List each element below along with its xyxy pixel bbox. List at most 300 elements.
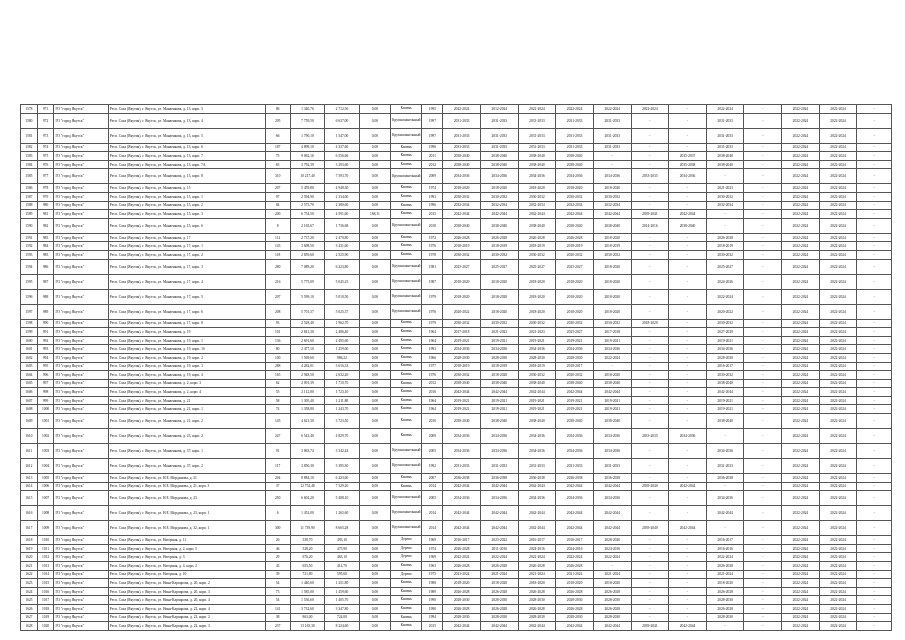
table-cell-p11: 2022-2024 bbox=[819, 274, 857, 289]
table-cell-area: 43 bbox=[265, 562, 290, 571]
table-cell-p4: 2042-2044 bbox=[556, 521, 594, 536]
table-cell-owner: ГО "город Якутск" bbox=[54, 506, 108, 521]
table-cell-owner: ГО "город Якутск" bbox=[54, 201, 108, 210]
table-cell-p5: 2030-2032 bbox=[593, 250, 631, 259]
table-cell-n2: 979 bbox=[37, 192, 54, 201]
table-cell-p8: 2038-2040 bbox=[706, 379, 744, 388]
table-cell-p1: 2038-2040 bbox=[443, 218, 481, 233]
table-cell-p10: 2022-2024 bbox=[782, 289, 820, 304]
table-cell-p5: 2024-2016 bbox=[593, 544, 631, 553]
table-cell-p9: - bbox=[744, 192, 782, 201]
table-cell-p11: 2022-2024 bbox=[819, 128, 857, 143]
table-cell-year: 1976 bbox=[422, 304, 443, 319]
table-cell-p7: 2034-2036 bbox=[669, 169, 707, 184]
table-cell-n: 1587 bbox=[21, 192, 38, 201]
table-cell-p7: 2034-2036 bbox=[669, 429, 707, 444]
table-cell-p6: 2014-2016 bbox=[631, 218, 669, 233]
table-cell-p9: - bbox=[744, 405, 782, 414]
table-cell-p11: 2022-2024 bbox=[819, 544, 857, 553]
table-cell-p11: 2022-2024 bbox=[819, 570, 857, 579]
table-cell-p11: 2022-2024 bbox=[819, 328, 857, 337]
table-cell-address: Респ. Саха (Якутия), г. Якутск, ул. Манаенкова, д. 13, корп. 8 bbox=[108, 169, 265, 184]
table-cell-p7: - bbox=[669, 570, 707, 579]
table-cell-cost3: 0,00 bbox=[359, 622, 390, 631]
table-cell-address: Респ. Саха (Якутия), г. Якутск, ул. Манаенкова, д. 19, корп. 3 bbox=[108, 362, 265, 371]
table-cell-cost2: 4 948,30 bbox=[325, 184, 360, 193]
table-cell-n: 1604 bbox=[21, 371, 38, 380]
table-cell-area: 39 bbox=[265, 570, 290, 579]
table-cell-n: 1607 bbox=[21, 396, 38, 405]
table-cell-year: 1987 bbox=[422, 274, 443, 289]
table-cell-p8: 2038-2040 bbox=[706, 414, 744, 429]
table-cell-address: Респ. Саха (Якутия), г. Якутск, ул. Манаенкова, д. 13, корп. 6 bbox=[108, 143, 265, 152]
table-cell-p2: 2042-2044 bbox=[480, 506, 518, 521]
table-cell-n: 1582 bbox=[21, 143, 38, 152]
table-cell-p10: 2022-2024 bbox=[782, 444, 820, 459]
table-cell-area: 54 bbox=[265, 579, 290, 588]
table-cell-p8: 2022-2024 bbox=[706, 105, 744, 114]
table-cell-x: - bbox=[857, 379, 892, 388]
table-cell-address: Респ. Саха (Якутия), г. Якутск, ул. Манаенкова, д. 37, корп. 2 bbox=[108, 459, 265, 474]
table-cell-p11: 2022-2024 bbox=[819, 184, 857, 193]
table-row bbox=[21, 201, 892, 210]
table-cell-cost2: 5 408,10 bbox=[325, 491, 360, 506]
table-cell-n2: 985 bbox=[37, 250, 54, 259]
table-cell-p11: 2022-2024 bbox=[819, 152, 857, 161]
table-cell-x: - bbox=[857, 319, 892, 328]
table-cell-owner: ГО "город Якутск" bbox=[54, 579, 108, 588]
table-cell-p5: 2042-2044 bbox=[593, 506, 631, 521]
table-cell-p9: - bbox=[744, 553, 782, 562]
table-cell-cost2: 5 045,25 bbox=[325, 274, 360, 289]
table-cell-p10: 2022-2024 bbox=[782, 596, 820, 605]
table-cell-p6: - bbox=[631, 613, 669, 622]
table-cell-n: 1601 bbox=[21, 345, 38, 354]
table-cell-cost1: 3 863,74 bbox=[290, 444, 325, 459]
table-cell-p9: - bbox=[744, 562, 782, 571]
table-cell-cost2: 3 347,80 bbox=[325, 605, 360, 614]
table-cell-p11: 2022-2024 bbox=[819, 562, 857, 571]
table-cell-cost3: 0,00 bbox=[359, 429, 390, 444]
table-cell-n2: 986 bbox=[37, 259, 54, 274]
table-cell-p1: 2019-2021 bbox=[443, 396, 481, 405]
table-cell-cost3: 0,00 bbox=[359, 544, 390, 553]
table-cell-year: 1969 bbox=[422, 553, 443, 562]
table-cell-owner: ГО "город Якутск" bbox=[54, 613, 108, 622]
table-cell-p11: 2022-2024 bbox=[819, 587, 857, 596]
table-cell-p1: 2034-2036 bbox=[443, 491, 481, 506]
table-cell-x: - bbox=[857, 536, 892, 545]
table-cell-p4: 2018-2020 bbox=[556, 184, 594, 193]
table-cell-p1: 2018-2020 bbox=[443, 274, 481, 289]
table-cell-n: 1589 bbox=[21, 210, 38, 219]
table-cell-cost2: 1 459,60 bbox=[325, 587, 360, 596]
table-cell-cost3: 0,00 bbox=[359, 304, 390, 319]
table-cell-n2: 992 bbox=[37, 336, 54, 345]
table-cell-n2: 987 bbox=[37, 274, 54, 289]
table-cell-n: 1606 bbox=[21, 388, 38, 397]
table-cell-p11: 2022-2024 bbox=[819, 613, 857, 622]
table-cell-type: Крупнопанельный bbox=[391, 289, 422, 304]
table-cell-p2: 2036-2038 bbox=[480, 474, 518, 483]
table-cell-p4: 2034-2036 bbox=[556, 429, 594, 444]
table-cell-p7: - bbox=[669, 491, 707, 506]
table-cell-owner: ГО "город Якутск" bbox=[54, 536, 108, 545]
table-cell-area: 288 bbox=[265, 362, 290, 371]
table-cell-p8: 2042-2044 bbox=[706, 506, 744, 521]
table-cell-p10: 2022-2024 bbox=[782, 405, 820, 414]
table-cell-p6: 2039-2041 bbox=[631, 210, 669, 219]
table-cell-p4: 2031-2033 bbox=[556, 113, 594, 128]
table-cell-p11: 2022-2024 bbox=[819, 289, 857, 304]
table-cell-p10: 2022-2024 bbox=[782, 544, 820, 553]
table-cell-p6: - bbox=[631, 553, 669, 562]
table-cell-x: - bbox=[857, 242, 892, 251]
table-cell-area: 84 bbox=[265, 201, 290, 210]
table-row bbox=[21, 544, 892, 553]
table-cell-p7: - bbox=[669, 444, 707, 459]
table-cell-p5: 2028-2020 bbox=[593, 536, 631, 545]
table-row bbox=[21, 353, 892, 362]
table-cell-p9: - bbox=[744, 250, 782, 259]
table-row bbox=[21, 459, 892, 474]
table-cell-p4: 2038-2040 bbox=[556, 152, 594, 161]
table-cell-p6: 2039-2041 bbox=[631, 622, 669, 631]
table-cell-cost3: 0,00 bbox=[359, 233, 390, 242]
table-cell-p3: 2034-2036 bbox=[518, 491, 556, 506]
table-row bbox=[21, 414, 892, 429]
table-cell-owner: ГО "город Якутск" bbox=[54, 562, 108, 571]
table-cell-area: 46 bbox=[265, 544, 290, 553]
table-cell-n2: 993 bbox=[37, 345, 54, 354]
table-cell-address: Респ. Саха (Якутия), г. Якутск, ул. Манаенкова, д. 13, корп. 7А bbox=[108, 160, 265, 169]
table-cell-p8: - bbox=[706, 218, 744, 233]
table-cell-year: 1992 bbox=[422, 459, 443, 474]
table-cell-cost3: 0,00 bbox=[359, 105, 390, 114]
table-cell-p5: 2018-2020 bbox=[593, 184, 631, 193]
table-cell-p9: - bbox=[744, 233, 782, 242]
table-cell-p2: 2028-2030 bbox=[480, 596, 518, 605]
table-cell-area: 58 bbox=[265, 396, 290, 405]
table-cell-p2: 2042-2044 bbox=[480, 388, 518, 397]
table-cell-p10: 2022-2024 bbox=[782, 184, 820, 193]
table-cell-p2: 2028-2030 bbox=[480, 353, 518, 362]
table-cell-p1: 2038-2040 bbox=[443, 152, 481, 161]
table-cell-p4: 2018-2017 bbox=[556, 362, 594, 371]
table-cell-n: 1624 bbox=[21, 587, 38, 596]
table-cell-owner: ГО "город Якутск" bbox=[54, 113, 108, 128]
table-cell-p7: - bbox=[669, 396, 707, 405]
table-cell-p8: 2031-2033 bbox=[706, 113, 744, 128]
table-row bbox=[21, 242, 892, 251]
table-cell-p6: - bbox=[631, 289, 669, 304]
table-cell-p2: 2038-2040 bbox=[480, 414, 518, 429]
table-cell-p4: 2038-2040 bbox=[556, 414, 594, 429]
table-cell-cost2: 2 712,56 bbox=[325, 105, 360, 114]
table-cell-p2: 2022-2024 bbox=[480, 553, 518, 562]
table-cell-address: Респ. Саха (Якутия), г. Якутск, ул. Манаенкова, д. 21 bbox=[108, 396, 265, 405]
table-cell-p6: - bbox=[631, 192, 669, 201]
table-cell-owner: ГО "город Якутск" bbox=[54, 491, 108, 506]
table-cell-p7: - bbox=[669, 113, 707, 128]
table-cell-n: 1603 bbox=[21, 362, 38, 371]
table-cell-address: Респ. Саха (Якутия), г. Якутск, ул. Манаенкова, д. 19, корп. 4 bbox=[108, 371, 265, 380]
table-cell-cost3: 0,00 bbox=[359, 128, 390, 143]
table-cell-type: Камень bbox=[391, 562, 422, 571]
table-cell-x: - bbox=[857, 143, 892, 152]
table-cell-area: 216 bbox=[265, 274, 290, 289]
table-cell-area: 118 bbox=[265, 250, 290, 259]
table-cell-p4: 2026-2028 bbox=[556, 587, 594, 596]
table-cell-p8: 2028-2030 bbox=[706, 353, 744, 362]
table-cell-n: 1591 bbox=[21, 233, 38, 242]
table-cell-p7: - bbox=[669, 613, 707, 622]
table-cell-p6: - bbox=[631, 444, 669, 459]
table-cell-p7: - bbox=[669, 184, 707, 193]
table-cell-p3: 2018-2019 bbox=[518, 242, 556, 251]
table-cell-type: Камень bbox=[391, 201, 422, 210]
table-cell-owner: ГО "город Якутск" bbox=[54, 328, 108, 337]
table-cell-cost1: 2 594,90 bbox=[290, 192, 325, 201]
table-cell-cost2: 1 251,80 bbox=[325, 579, 360, 588]
table-row bbox=[21, 536, 892, 545]
table-cell-cost3: 0,00 bbox=[359, 201, 390, 210]
table-cell-n: 1605 bbox=[21, 379, 38, 388]
table-cell-p2: 2030-2032 bbox=[480, 319, 518, 328]
table-cell-year: 1993 bbox=[422, 192, 443, 201]
table-cell-x: - bbox=[857, 553, 892, 562]
table-cell-n2: 1005 bbox=[37, 474, 54, 483]
table-cell-area: 80 bbox=[265, 345, 290, 354]
table-cell-p9: - bbox=[744, 184, 782, 193]
table-cell-p2: 2031-2033 bbox=[480, 143, 518, 152]
table-cell-p5: 2019-2021 bbox=[593, 405, 631, 414]
table-cell-p5: 2042-2044 bbox=[593, 521, 631, 536]
table-cell-n2: 1015 bbox=[37, 579, 54, 588]
table-cell-address: Респ. Саха (Якутия), г. Якутск, ул. Манаенкова, д. 23, корп. 2 bbox=[108, 429, 265, 444]
table-cell-n: 1590 bbox=[21, 218, 38, 233]
table-cell-p11: 2022-2024 bbox=[819, 319, 857, 328]
table-cell-x: - bbox=[857, 128, 892, 143]
table-cell-p3: 2024-2016 bbox=[518, 544, 556, 553]
table-cell-n: 1583 bbox=[21, 152, 38, 161]
table-cell-p3: 2030-2032 bbox=[518, 319, 556, 328]
table-cell-cost1: 528,20 bbox=[290, 544, 325, 553]
table-cell-n: 1610 bbox=[21, 429, 38, 444]
table-cell-type: Камень bbox=[391, 429, 422, 444]
table-cell-year: 2014 bbox=[422, 482, 443, 491]
table-cell-owner: ГО "город Якутск" bbox=[54, 143, 108, 152]
table-cell-year: 1990 bbox=[422, 596, 443, 605]
table-cell-n: 1620 bbox=[21, 553, 38, 562]
table-cell-p1: 2042-2044 bbox=[443, 388, 481, 397]
table-cell-type: Камень bbox=[391, 184, 422, 193]
table-cell-p8: 2030-2032 bbox=[706, 250, 744, 259]
table-cell-p2: 2028-2030 bbox=[480, 613, 518, 622]
table-cell-type: Камень bbox=[391, 605, 422, 614]
table-cell-cost1: 4 282,01 bbox=[290, 362, 325, 371]
table-cell-area: 6 bbox=[265, 506, 290, 521]
table-cell-n2: 1014 bbox=[37, 570, 54, 579]
table-cell-cost2: 3 342,44 bbox=[325, 444, 360, 459]
table-cell-owner: ГО "город Якутск" bbox=[54, 192, 108, 201]
table-cell-p7: - bbox=[669, 506, 707, 521]
table-cell-p6: - bbox=[631, 506, 669, 521]
table-cell-cost2: 3 293,60 bbox=[325, 160, 360, 169]
table-cell-cost2: 2 470,80 bbox=[325, 233, 360, 242]
table-cell-n: 1612 bbox=[21, 459, 38, 474]
table-cell-p7: 2042-2044 bbox=[669, 521, 707, 536]
table-cell-year: 1997 bbox=[422, 113, 443, 128]
table-cell-p5: 2018-2020 bbox=[593, 304, 631, 319]
table-cell-p3: 2038-2040 bbox=[518, 379, 556, 388]
table-cell-n2: 1002 bbox=[37, 429, 54, 444]
table-cell-p3: 2042-2044 bbox=[518, 622, 556, 631]
table-cell-cost1: 1 358,80 bbox=[290, 405, 325, 414]
table-cell-n2: 1013 bbox=[37, 562, 54, 571]
table-cell-p10: 2022-2024 bbox=[782, 570, 820, 579]
table-cell-p8: 2034-2036 bbox=[706, 444, 744, 459]
table-cell-type: Камень bbox=[391, 587, 422, 596]
table-cell-p5: 2042-2044 bbox=[593, 388, 631, 397]
table-cell-owner: ГО "город Якутск" bbox=[54, 345, 108, 354]
table-cell-p3: 2034-2036 bbox=[518, 169, 556, 184]
table-cell-p7: - bbox=[669, 596, 707, 605]
table-cell-n2: 977 bbox=[37, 169, 54, 184]
table-cell-p2: 2026-2028 bbox=[480, 562, 518, 571]
table-cell-area: 66 bbox=[265, 128, 290, 143]
table-cell-address: Респ. Саха (Якутия), г. Якутск, ул. Нина-Карпарова, д. 22, корп. 2 bbox=[108, 613, 265, 622]
table-row bbox=[21, 521, 892, 536]
table-cell-cost3: 0,00 bbox=[359, 506, 390, 521]
table-cell-address: Респ. Саха (Якутия), г. Якутск, ул. Нина-Карпарова, д. 20, корп. 4 bbox=[108, 596, 265, 605]
table-cell-n: 1627 bbox=[21, 613, 38, 622]
table-cell-p11: 2022-2024 bbox=[819, 233, 857, 242]
table-cell-year: 1964 bbox=[422, 396, 443, 405]
table-row bbox=[21, 345, 892, 354]
table-cell-p10: 2022-2024 bbox=[782, 622, 820, 631]
table-cell-p5: 2031-2033 bbox=[593, 459, 631, 474]
table-cell-n2: 997 bbox=[37, 379, 54, 388]
table-cell-p7: 2042-2044 bbox=[669, 622, 707, 631]
table-cell-x: - bbox=[857, 459, 892, 474]
table-cell-p1: 2038-2040 bbox=[443, 160, 481, 169]
table-cell-n: 1625 bbox=[21, 596, 38, 605]
table-cell-p9: - bbox=[744, 596, 782, 605]
table-cell-p1: 2020-2022 bbox=[443, 304, 481, 319]
table-cell-x: - bbox=[857, 562, 892, 571]
table-cell-p7: - bbox=[669, 345, 707, 354]
table-cell-address: Респ. Саха (Якутия), г. Якутск, ул. Н.Е. Мординова, д. 23, корп. 1 bbox=[108, 506, 265, 521]
table-cell-p6: - bbox=[631, 345, 669, 354]
table-cell-n2: 1006 bbox=[37, 482, 54, 491]
table-row bbox=[21, 319, 892, 328]
table-cell-p3: 2042-2044 bbox=[518, 521, 556, 536]
table-cell-p6: - bbox=[631, 379, 669, 388]
table-cell-p8: 2030-2032 bbox=[706, 371, 744, 380]
table-cell-n: 1608 bbox=[21, 405, 38, 414]
table-cell-p5: 2031-2033 bbox=[593, 128, 631, 143]
table-cell-x: - bbox=[857, 579, 892, 588]
table-cell-p2: 2038-2040 bbox=[480, 218, 518, 233]
table-cell-owner: ГО "город Якутск" bbox=[54, 570, 108, 579]
table-cell-p1: 2030-2032 bbox=[443, 371, 481, 380]
table-cell-cost2: 463,10 bbox=[325, 553, 360, 562]
table-cell-p6: - bbox=[631, 536, 669, 545]
table-cell-cost3: 0,00 bbox=[359, 491, 390, 506]
table-cell-cost3: 0,00 bbox=[359, 613, 390, 622]
table-cell-address: Респ. Саха (Якутия), г. Якутск, ул. Манаенкова, д. 13, корп. 5 bbox=[108, 128, 265, 143]
table-cell-p4: 2018-2020 bbox=[556, 304, 594, 319]
table-cell-year: 2011 bbox=[422, 152, 443, 161]
table-cell-year: 1988 bbox=[422, 579, 443, 588]
table-cell-p11: 2022-2024 bbox=[819, 242, 857, 251]
table-cell-n2: 990 bbox=[37, 319, 54, 328]
table-cell-cost3: 0,00 bbox=[359, 353, 390, 362]
table-cell-address: Респ. Саха (Якутия), г. Якутск, ул. Нагорная, д. 3 bbox=[108, 553, 265, 562]
table-cell-p11: 2022-2024 bbox=[819, 218, 857, 233]
table-cell-type: Крупнопанельный bbox=[391, 459, 422, 474]
table-cell-p8: 2028-2030 bbox=[706, 613, 744, 622]
table-cell-p1: 2026-2028 bbox=[443, 544, 481, 553]
table-cell-x: - bbox=[857, 587, 892, 596]
table-cell-p8: 2022-2024 bbox=[706, 553, 744, 562]
table-cell-address: Респ. Саха (Якутия), г. Якутск, ул. Манаенкова, д. 13, корп. 4 bbox=[108, 113, 265, 128]
table-cell-n: 1616 bbox=[21, 506, 38, 521]
table-cell-p7: - bbox=[669, 405, 707, 414]
table-cell-cost1: 1 452,00 bbox=[290, 506, 325, 521]
table-cell-year: 1974 bbox=[422, 544, 443, 553]
table-cell-owner: ГО "город Якутск" bbox=[54, 405, 108, 414]
table-cell-year: 1966 bbox=[422, 353, 443, 362]
table-cell-p7: - bbox=[669, 192, 707, 201]
table-cell-n: 1618 bbox=[21, 536, 38, 545]
table-cell-type: Камень bbox=[391, 613, 422, 622]
table-cell-p11: 2022-2024 bbox=[819, 169, 857, 184]
table-cell-p9: - bbox=[744, 152, 782, 161]
table-cell-cost2: 3 395,30 bbox=[325, 459, 360, 474]
table-cell-p5: 2034-2036 bbox=[593, 169, 631, 184]
table-cell-cost3: 0,00 bbox=[359, 152, 390, 161]
table-cell-address: Респ. Саха (Якутия), г. Якутск, ул. Нина-Карпарова, д. 22, корп. 4 bbox=[108, 605, 265, 614]
table-cell-area: 97 bbox=[265, 192, 290, 201]
table-cell-year: 2005 bbox=[422, 491, 443, 506]
table-cell-p3: 2042-2044 bbox=[518, 210, 556, 219]
table-cell-p2: 2011-2016 bbox=[480, 544, 518, 553]
table-row bbox=[21, 192, 892, 201]
table-cell-type: Камень bbox=[391, 414, 422, 429]
table-row bbox=[21, 160, 892, 169]
table-cell-p2: 2032-2034 bbox=[480, 201, 518, 210]
table-cell-cost3: 0,00 bbox=[359, 362, 390, 371]
table-row bbox=[21, 274, 892, 289]
table-cell-p8: 2019-2021 bbox=[706, 336, 744, 345]
table-cell-p9: - bbox=[744, 536, 782, 545]
table-cell-x: - bbox=[857, 444, 892, 459]
table-cell-p11: 2022-2024 bbox=[819, 579, 857, 588]
table-cell-p2: 2019-2021 bbox=[480, 396, 518, 405]
table-cell-p1: 2042-2044 bbox=[443, 210, 481, 219]
table-cell-p4: 2018-2020 bbox=[556, 579, 594, 588]
table-cell-cost2: 5 025,37 bbox=[325, 304, 360, 319]
table-cell-owner: ГО "город Якутск" bbox=[54, 304, 108, 319]
table-cell-year: 2009 bbox=[422, 429, 443, 444]
table-cell-p1: 2034-2036 bbox=[443, 345, 481, 354]
table-cell-p9: - bbox=[744, 491, 782, 506]
table-cell-p4: 2034-2036 bbox=[556, 491, 594, 506]
table-cell-p2: 2042-2044 bbox=[480, 482, 518, 491]
table-cell-cost1: 13 165,30 bbox=[290, 622, 325, 631]
